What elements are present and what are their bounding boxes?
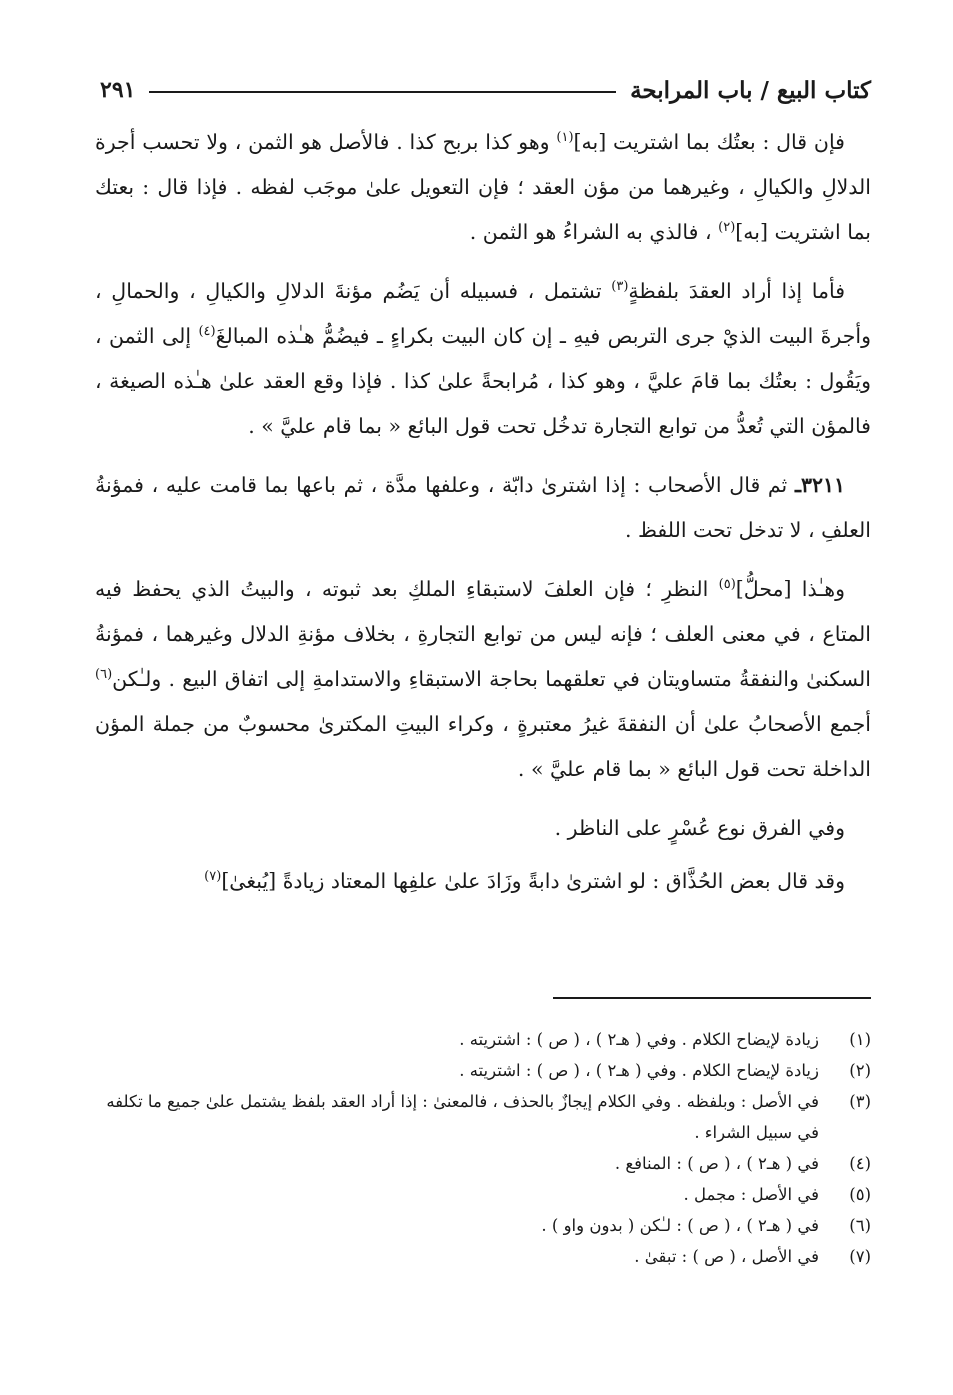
footnote-text: زيادة لإيضاح الكلام . وفي ( هـ٢ ) ، ( ص ) : اشتريته . (459, 1061, 819, 1080)
footnote-number: (٦) (849, 1216, 871, 1235)
footnote-number: (١) (849, 1030, 871, 1049)
footnote-separator (553, 997, 871, 999)
paragraph-5: وفي الفرق نوع عُسْرٍ على الناظر . (554, 816, 845, 840)
footnote-text: في ( هـ٢ ) ، ( ص ) : المنافع . (614, 1154, 819, 1173)
footnote (95, 1210, 871, 1241)
footnote-ref: (٤) (198, 324, 216, 340)
footnote-ref: (٥) (718, 577, 736, 593)
footnote (95, 1055, 871, 1086)
footnote-number: (٢) (849, 1061, 871, 1080)
footnote-text: زيادة لإيضاح الكلام . وفي ( هـ٢ ) ، ( ص ) : اشتريته . (459, 1030, 819, 1049)
page-number: ٢٩١ (100, 77, 136, 103)
footnote-ref: (١) (556, 130, 574, 146)
footnote-text: في الأصل ، ( ص ) : تبقىٰ . (634, 1247, 819, 1266)
text-run: النظرِ ؛ فإن العلفَ لاستبقاءِ الملكِ بعد ثبوته ، والبيتُ الذي يحفظ فيه المتاع ، في معنى العلف ؛ فإنه ليس من توابع التجارةِ ، بخلاف مؤنةِ الدلال وغيرهما ، فمؤنةُ السكنىٰ والنفقةُ متساويتان في تعلقهما بحاجة الاستبقاءِ والاستدامةِ إلى اتفاق البيع . ولـٰكن (95, 577, 871, 691)
paragraph-1 (95, 120, 871, 255)
text-run: أجمع الأصحابُ علىٰ أن النفقةَ غيرُ معتبرةٍ ، وكراء البيتِ المكترىٰ محسوبٌ من جملة المؤن الداخلة تحت قول البائع « بما قام عليَّ » . (95, 712, 871, 781)
footnote-number: (٥) (849, 1185, 871, 1204)
paragraph-3 (95, 463, 871, 553)
main-text (95, 120, 871, 918)
text-run: ، فالذي به الشراءُ هو الثمن . (469, 220, 719, 244)
paragraph-2 (95, 269, 871, 449)
footnote-number: (٧) (849, 1247, 871, 1266)
section-number: ٣٢١١ـ (794, 473, 845, 497)
text-run: إلى الثمن ، ويَقُول : بعتُك بما قامَ عليَّ ، وهو كذا ، مُرابحةً علىٰ كذا . فإذا وقع العقد علىٰ هـٰذه الصيغة ، فالمؤن التي تُعدُّ من توابع التجارة تدخُل تحت قول البائع « بما قام عليَّ » . (95, 324, 871, 438)
paragraph-4 (95, 567, 871, 792)
footnote-ref: (٣) (611, 279, 629, 295)
text-run: وهـٰذا [محلُّ] (735, 577, 845, 601)
text-run: تشتمل ، فسبيله أن يَضُم مؤنةَ الدلالِ والكيالِ ، والحمالِ ، وأجرةَ البيت الذيْ جرى التربص فيهِ ـ إن كان البيت بكراءٍ ـ فيضُمُّ هـٰذه المبالغَ (95, 279, 871, 348)
text-run: فأما إذا أراد العقدَ بلفظةٍ (628, 279, 845, 303)
header-rule (149, 91, 616, 93)
footnote-number: (٣) (849, 1092, 871, 1111)
footnote-text: في الأصل : وبلفظه . وفي الكلام إيجازٌ بالحذف ، فالمعنىٰ : إذا أراد العقد بلفظ يشتمل علىٰ جميع ما تكلفه في سبيل الشراء . (106, 1092, 819, 1142)
footnotes (95, 1024, 871, 1272)
footnote (95, 1148, 871, 1179)
footnote (95, 1241, 871, 1272)
footnote-text: في الأصل : مجمل . (683, 1185, 819, 1204)
footnote (95, 1024, 871, 1055)
footnote-ref: (٦) (95, 667, 113, 683)
footnote (95, 1086, 871, 1148)
text-run: فإن قال : بعتُك بما اشتريت [به] (573, 130, 845, 154)
running-title: كتاب البيع / باب المرابحة (630, 76, 871, 104)
footnote (95, 1179, 871, 1210)
footnote-ref: (٧) (204, 869, 222, 885)
footnote-number: (٤) (849, 1154, 871, 1173)
page-header (100, 70, 871, 110)
text-run: وهو كذا بربح كذا . فالأصل هو الثمن ، ولا تحسب أجرة الدلالِ والكيالِ ، وغيرهما من مؤن العقد ؛ فإن التعويل علىٰ موجَب لفظه . فإذا قال : بعتك بما اشتريت [به] (95, 130, 871, 244)
paragraph-6 (95, 859, 871, 904)
footnote-text: في ( هـ٢ ) ، ( ص ) : لـٰكن ( بدون واو ) . (541, 1216, 819, 1235)
text-run: ثم قال الأصحاب : إذا اشترىٰ دابّة ، وعلفها مدَّة ، ثم باعها بما قامت عليه ، فمؤنةُ العلفِ ، لا تدخل تحت اللفظ . (95, 473, 871, 542)
footnote-ref: (٢) (718, 220, 736, 236)
text-run: وقد قال بعض الحُذَّاق : لو اشترىٰ دابةً وزَادَ علىٰ علفِها المعتاد زيادةً [يُبغىٰ] (221, 869, 845, 893)
